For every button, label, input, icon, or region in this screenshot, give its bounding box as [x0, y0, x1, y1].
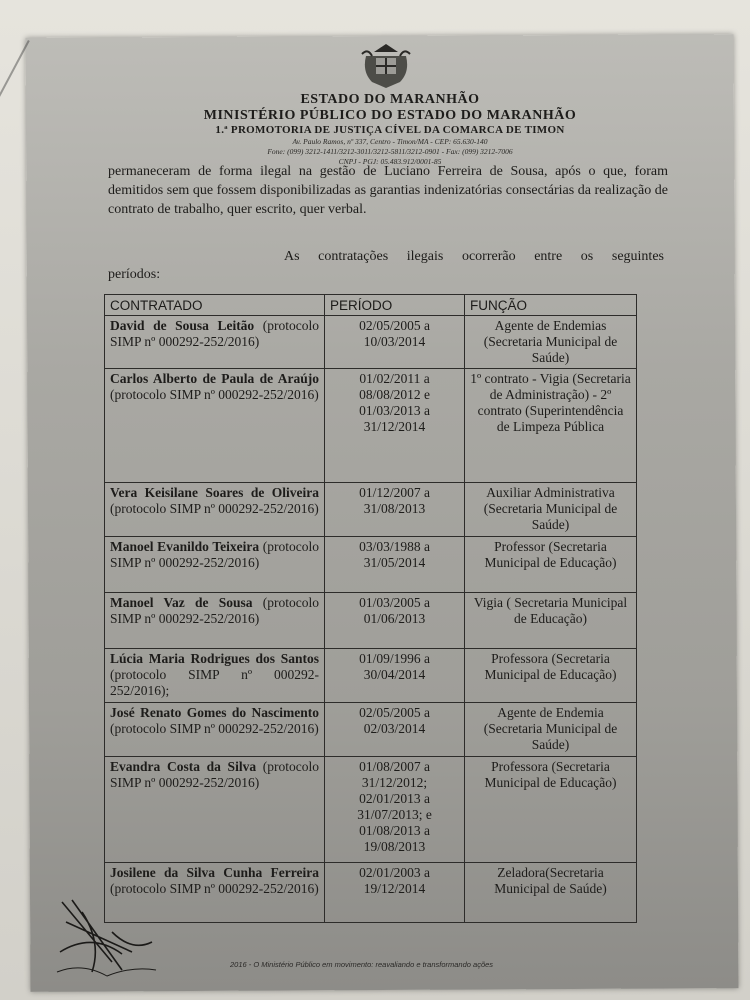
funcao-cell: Professor (Secretaria Municipal de Educação) — [465, 537, 637, 593]
table-row — [105, 369, 637, 483]
contratado-cell: Carlos Alberto de Paula de Araújo (protocolo SIMP nº 000292-252/2016) — [105, 369, 325, 483]
table-row — [105, 649, 637, 703]
contratado-cell: Evandra Costa da Silva (protocolo SIMP nº 000292-252/2016) — [105, 757, 325, 863]
contratado-cell: Manoel Vaz de Sousa (protocolo SIMP nº 000292-252/2016) — [105, 593, 325, 649]
state-title: ESTADO DO MARANHÃO — [300, 92, 480, 107]
contratado-cell: Manoel Evanildo Teixeira (protocolo SIMP nº 000292-252/2016) — [105, 537, 325, 593]
funcao-cell: Agente de Endemia (Secretaria Municipal de Saúde) — [465, 703, 637, 757]
funcao-cell: Agente de Endemias (Secretaria Municipal de Saúde) — [465, 316, 637, 369]
table-header-row — [105, 295, 637, 316]
table-row — [105, 593, 637, 649]
table-row — [105, 703, 637, 757]
periodo-cell: 01/12/2007 a 31/08/2013 — [325, 483, 465, 537]
contratado-cell: Lúcia Maria Rodrigues dos Santos (protocolo SIMP nº 000292-252/2016); — [105, 649, 325, 703]
phone-line: Fone: (099) 3212-1411/3212-3011/3212-5811/3212-0901 - Fax: (099) 3212-7006 — [267, 147, 513, 156]
intro-line-2: períodos: — [108, 267, 161, 282]
table-row — [105, 537, 637, 593]
table-row — [105, 863, 637, 923]
intro-paragraph — [108, 248, 664, 266]
contratado-cell: David de Sousa Leitão (protocolo SIMP nº 000292-252/2016) — [105, 316, 325, 369]
header-periodo: PERÍODO — [325, 295, 465, 316]
funcao-cell: Professora (Secretaria Municipal de Educação) — [465, 757, 637, 863]
ministry-title: MINISTÉRIO PÚBLICO DO ESTADO DO MARANHÃO — [203, 108, 577, 123]
cnpj-line: CNPJ - PGJ: 05.483.912/0001-85 — [338, 157, 442, 166]
contratado-cell: Josilene da Silva Cunha Ferreira (protocolo SIMP nº 000292-252/2016) — [105, 863, 325, 923]
header-funcao: FUNÇÃO — [465, 295, 637, 316]
periodo-cell: 01/02/2011 a 08/08/2012 e 01/03/2013 a 31/12/2014 — [325, 369, 465, 483]
funcao-cell: Vigia ( Secretaria Municipal de Educação) — [465, 593, 637, 649]
table-row — [105, 316, 637, 369]
table-row — [105, 757, 637, 863]
funcao-cell: Auxiliar Administrativa (Secretaria Municipal de Saúde) — [465, 483, 637, 537]
table-row — [105, 483, 637, 537]
periodo-cell: 03/03/1988 a 31/05/2014 — [325, 537, 465, 593]
handwritten-signature-icon — [52, 892, 162, 982]
periodo-cell: 01/09/1996 a 30/04/2014 — [325, 649, 465, 703]
body-paragraph: permaneceram de forma ilegal na gestão de Luciano Ferreira de Sousa, após o que, foram demitidos sem que fossem disponibilizadas as garantias indenizatórias consectárias da realização de contrato de trabalho, quer escrito, quer verbal. — [108, 164, 668, 217]
promotoria-title: 1.ª PROMOTORIA DE JUSTIÇA CÍVEL DA COMARCA DE TIMON — [215, 124, 565, 136]
address-line: Av. Paulo Ramos, nº 337, Centro - Timon/MA - CEP: 65.630-140 — [292, 137, 488, 146]
contratado-cell: Vera Keisilane Soares de Oliveira (protocolo SIMP nº 000292-252/2016) — [105, 483, 325, 537]
footer-slogan: 2016 - O Ministério Público em movimento: reavaliando e transformando ações — [230, 960, 494, 969]
periodo-cell: 02/01/2003 a 19/12/2014 — [325, 863, 465, 923]
coat-of-arms-icon — [360, 42, 412, 90]
periodo-cell: 01/08/2007 a 31/12/2012; 02/01/2013 a 31/07/2013; e 01/08/2013 a 19/08/2013 — [325, 757, 465, 863]
funcao-cell: Professora (Secretaria Municipal de Educação) — [465, 649, 637, 703]
funcao-cell: 1º contrato - Vigia (Secretaria de Administração) - 2º contrato (Superintendência de Limpeza Pública — [465, 369, 637, 483]
funcao-cell: Zeladora(Secretaria Municipal de Saúde) — [465, 863, 637, 923]
periodo-cell: 02/05/2005 a 10/03/2014 — [325, 316, 465, 369]
periodo-cell: 01/03/2005 a 01/06/2013 — [325, 593, 465, 649]
contracts-table — [104, 294, 637, 923]
letterhead — [160, 92, 620, 167]
header-contratado: CONTRATADO — [105, 295, 325, 316]
intro-line: As contratações ilegais ocorrerão entre os seguintes — [284, 249, 664, 264]
contratado-cell: José Renato Gomes do Nascimento (protocolo SIMP nº 000292-252/2016) — [105, 703, 325, 757]
periodo-cell: 02/05/2005 a 02/03/2014 — [325, 703, 465, 757]
